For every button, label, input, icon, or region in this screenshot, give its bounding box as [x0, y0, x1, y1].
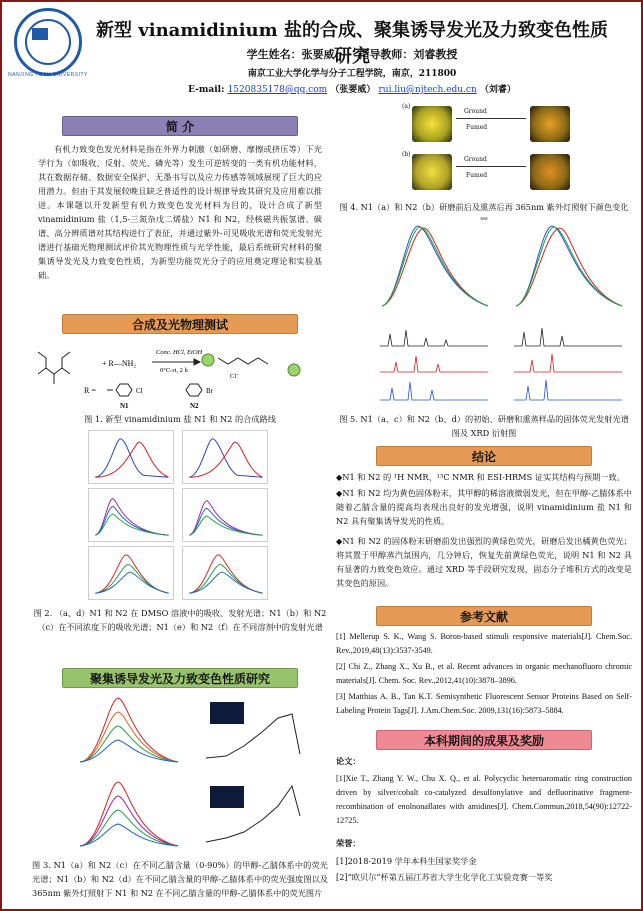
fig5-caption: 图 5. N1（a、c）和 N2（b、d）的初始、研磨和熏蒸样品的固体荧光发射光谱图及 XRD 衍射图 [339, 414, 629, 438]
university-logo [14, 8, 82, 76]
fig3-inset-photo-n2 [210, 786, 244, 808]
fig4-photo-n2-ground [530, 154, 570, 190]
scheme-n2: N2 [190, 402, 199, 410]
scheme-reagent-bottom: 0°C-rt, 2 h [160, 367, 188, 374]
fig4-ground-b: Ground [464, 156, 487, 163]
conclusion-2: ◆N1 和 N2 均为黄色固体粉末，其甲醇的稀溶液微弱发光，但在甲醇-乙腈体系中随着乙腈含量的提高均表现出良好的发光增强，说明 vinamidinium 盐 N1 和 N2 具有聚集诱导发光的性质。 [336, 488, 632, 526]
fig4-caption: 图 4. N1（a）和 N2（b）研磨前后及熏蒸后再 365nm 紫外灯照射下颜色变化 [339, 202, 629, 212]
fig1-caption: 图 1. 新型 vinamidinium 盐 N1 和 N2 的合成路线 [84, 414, 276, 424]
scheme-cl-minus: Cl⁻ [230, 373, 240, 380]
email-line [92, 82, 612, 95]
paper-entry: [1]Xie T., Zhang Y. W., Chu X. Q., et al. Polycyclic heteroaromatic ring construction driven by silver/cobalt co-catalyzed desulfonylative and defluorinative fragment-recombination of enolnonaflates with amidines[J]. Chem.Commun,2018,54(90):12722-12725. [336, 774, 632, 825]
logo-inner-ring [25, 19, 71, 65]
authors-line [92, 46, 612, 62]
fig4-arrow-b [456, 166, 526, 167]
fig5-plot-a [374, 220, 494, 312]
scheme-n1: N1 [120, 402, 129, 410]
references-banner: 参考文献 [376, 606, 592, 626]
logo-text: NANJING TECH UNIVERSITY [8, 72, 88, 78]
fig4-photo-n1-initial [412, 106, 452, 142]
fig3-plot-b [196, 692, 308, 768]
scheme-r-label: R = [84, 386, 96, 395]
fig4-fumed-b: Fumed [466, 172, 488, 179]
fig2-plot-d [182, 430, 268, 484]
conclusion-3: ◆N1 和 N2 的固体粉末研磨前发出强烈的黄绿色荧光，研磨后发出橘黄色荧光；将其置于甲醇蒸汽氛围内，几分钟后，恢复先前黄绿色荧光，说明 N1 和 N2 具有显著的力致变色效应。通过 XRD 等手段研究发现，固态分子堆积方式的改变是其变色的原因。 [336, 536, 632, 588]
email-note-2: （刘睿） [479, 85, 516, 95]
fig3-plot-d [196, 776, 308, 852]
fig4-label-a: (a) [402, 103, 411, 110]
award-2: [2]“欧贝尔”杯第五届江苏省大学生化学化工实验竞赛一等奖 [336, 872, 553, 882]
fig3-plot-c [72, 776, 184, 852]
fig2-panel [88, 430, 272, 602]
fig5-plot-b [508, 220, 628, 312]
papers-heading: 论文： [336, 756, 361, 766]
achievements-banner: 本科期间的成果及奖励 [376, 730, 592, 750]
fig5-plot-c [374, 320, 494, 410]
fig3-panel [72, 692, 312, 854]
reference-1: [1] Mellerup S. K., Wang S. Boron-based stimuli responsive materials[J]. Chem.Soc. Rev.,2019,48(13):3537-3549. [336, 632, 632, 655]
fig2-plot-b [88, 488, 174, 542]
fig4-fumed-a: Fumed [466, 124, 488, 131]
intro-text: 有机力致变色发光材料是指在外界力刺激（如研磨、摩擦或挤压等）下光学行为（如吸收、反射、荧光、磷光等）发生可逆转变的一类有机功能材料，其在数据存储、数据安全保护、无墨书写以及应力传感等领域展现了巨大的应用潜力。但由于其发展较晚且缺乏普适性的设计规律导致其研究及应用难以推进。本课题以开发新型有机力致变色发光材料为目的，设计合成了新型 vinamidinium 盐（1,5-三氮杂戊二烯盐）N1 和 N2，经核磁共振氢谱、碳谱、高分辨质谱对其结构进行了表征，并通过紫外-可见吸收光谱和荧光发射光谱进行基础光物理测试评价其光物理性质与光学性能，最后系统研究材料的聚集诱导发光及力致变色性质，为新型功能荧光分子的应用奠定理论和实验基础。 [38, 144, 322, 280]
conclusion-banner: 结论 [376, 446, 592, 466]
email-link-2[interactable]: rui.liu@njtech.edu.cn [378, 85, 477, 95]
fig5-plot-d [508, 320, 628, 410]
fig2-caption: 图 2. （a、d）N1 和 N2 在 DMSO 溶液中的吸收、发射光谱；N1（b）和 N2（c）在不同浓度下的吸收光谱；N1（e）和 N2（f）在不同溶剂中的发射光谱 [33, 608, 327, 632]
scheme-cl: Cl [136, 387, 143, 395]
fig2-plot-e [88, 546, 174, 600]
poster-title: 新型 vinamidinium 盐的合成、聚集诱导发光及力致变色性质研究 [96, 20, 608, 67]
scheme-r-group-left [202, 354, 214, 366]
conclusion-1: ◆N1 和 N2 的 ¹H NMR、¹³C NMR 和 ESI-HRMS 证实其结构与预期一致。 [336, 472, 625, 482]
reference-2: [2] Chi Z., Zhang X., Xu B., et al. Recent advances in organic mechanofluoro chromic materials[J]. Chem. Soc. Rev.,2012,41(10):3878–3896. [336, 662, 632, 685]
fig2-plot-c [182, 488, 268, 542]
affiliation: 南京工业大学化学与分子工程学院，南京，211800 [247, 69, 457, 79]
fig2-plot-a [88, 430, 174, 484]
email-link-1[interactable]: 1520835178@qq.com [227, 85, 328, 95]
fig4-panel [402, 102, 592, 198]
email-prefix: E-mail: [188, 85, 225, 95]
reference-3: [3] Matthias A. B., Tan K.T. Semisynthetic Fluorescent Sensor Proteins Based on Self-Labeling Protein Tags[J]. J.Am.Chem.Soc. 2009,131(16):5873–5884. [336, 692, 632, 715]
fig3-plot-a [72, 692, 184, 768]
fig5-panel [374, 220, 630, 412]
aie-banner: 聚集诱导发光及力致变色性质研究 [62, 668, 298, 688]
fig2-plot-f [182, 546, 268, 600]
fig3-inset-photo-n1 [210, 702, 244, 724]
intro-banner: 简 介 [62, 116, 298, 136]
award-1: [1]2018-2019 学年本科生国家奖学金 [336, 856, 477, 866]
advisor-name: 指导教师：刘睿教授 [358, 48, 458, 61]
awards-heading: 荣誉： [336, 838, 361, 848]
scheme-drawing [32, 338, 328, 410]
email-note-1: （张要威） [330, 85, 376, 95]
fig3-caption: 图 3. N1（a）和 N2（c）在不同乙腈含量（0-90%）的甲醇-乙腈体系中的荧光光谱；N1（b）和 N2（d）在不同乙腈含量的甲醇-乙腈体系中的荧光强度图以及 365nm 紫外灯照射下 N1 和 N2 在不同乙腈含量的甲醇-乙腈体系中的荧光图片 [32, 860, 328, 898]
synthesis-scheme [32, 338, 328, 410]
logo-emblem-icon [32, 28, 48, 40]
fig4-photo-n1-ground [530, 106, 570, 142]
student-name: 学生姓名：张要威 [246, 48, 335, 61]
synthesis-banner: 合成及光物理测试 [62, 314, 298, 334]
scheme-amine: + R—NH₂ [102, 359, 137, 368]
scheme-reagent-top: Conc. HCl, EtOH [156, 349, 203, 356]
fig4-label-b: (b) [402, 151, 411, 158]
fig4-ground-a: Ground [464, 108, 487, 115]
fig4-photo-n2-initial [412, 154, 452, 190]
scheme-br: Br [206, 387, 213, 395]
scheme-r-group-right [288, 364, 300, 376]
poster-header [2, 2, 643, 98]
fig4-arrow-a [456, 118, 526, 119]
